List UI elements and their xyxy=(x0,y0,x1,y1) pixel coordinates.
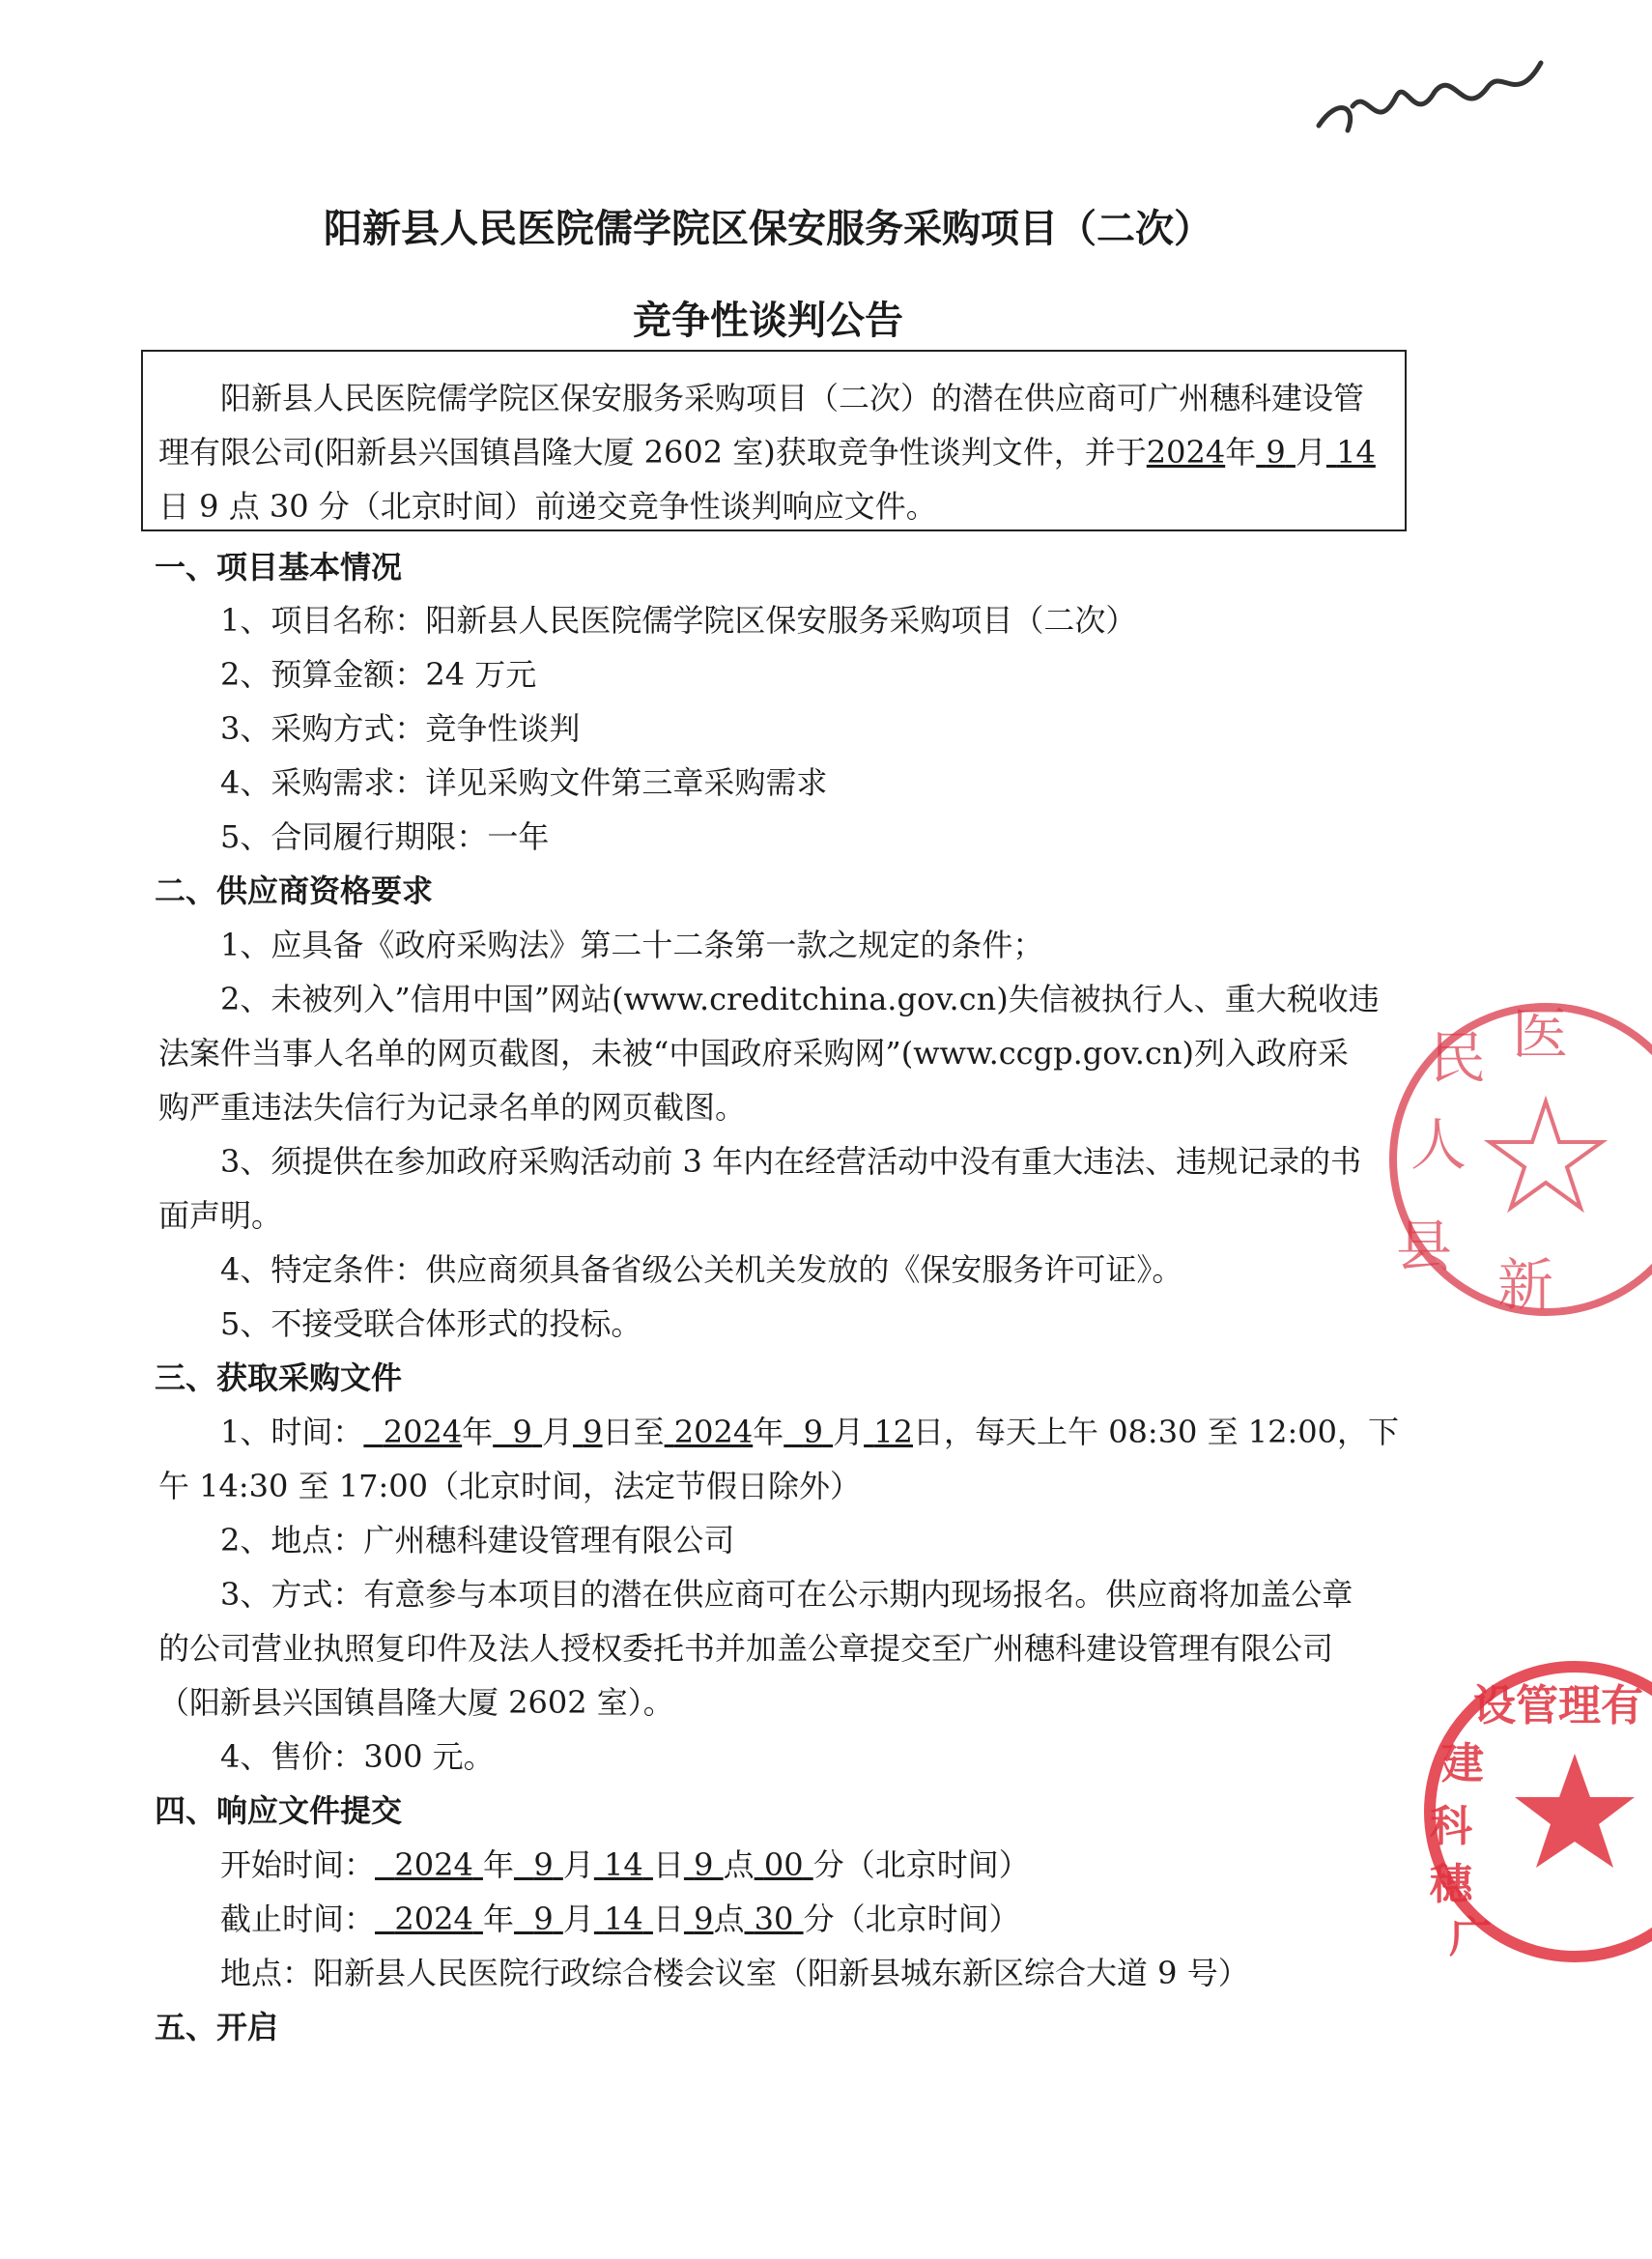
start-time: 开始时间： 2024 年 9 月 14 日 9 点 00 分（北京时间） xyxy=(220,1846,1030,1883)
svg-text:穗: 穗 xyxy=(1430,1860,1472,1909)
section-heading: 五、开启 xyxy=(155,2009,279,2045)
list-item: 5、合同履行期限：一年 xyxy=(220,818,550,855)
list-item-cont: 午 14:30 至 17:00（北京时间，法定节假日除外） xyxy=(158,1468,861,1504)
list-item: 3、须提供在参加政府采购活动前 3 年内在经营活动中没有重大违法、违规记录的书 xyxy=(220,1143,1362,1180)
svg-text:科: 科 xyxy=(1430,1802,1472,1851)
svg-text:县: 县 xyxy=(1396,1214,1453,1279)
deadline-month: 9 xyxy=(1266,434,1286,471)
list-item: 2、地点：广州穗科建设管理有限公司 xyxy=(220,1522,735,1558)
hospital-seal-stamp xyxy=(1353,986,1642,1333)
document-subtitle: 竞争性谈判公告 xyxy=(633,298,903,343)
list-item: 3、采购方式：竞争性谈判 xyxy=(220,710,581,747)
svg-text:建: 建 xyxy=(1441,1739,1484,1788)
list-item: 4、采购需求：详见采购文件第三章采购需求 xyxy=(220,764,828,801)
list-item: 1、应具备《政府采购法》第二十二条第一款之规定的条件； xyxy=(220,927,1044,963)
section-heading: 一、项目基本情况 xyxy=(155,549,403,586)
section-heading: 二、供应商资格要求 xyxy=(155,872,434,909)
submission-place: 地点：阳新县人民医院行政综合楼会议室（阳新县城东新区综合大道 9 号） xyxy=(220,1955,1249,1991)
list-item-cont: 购严重违法失信行为记录名单的网页截图。 xyxy=(158,1089,747,1126)
list-item: 4、特定条件：供应商须具备省级公关机关发放的《保安服务许可证》。 xyxy=(220,1251,1183,1288)
list-item-cont: 的公司营业执照复印件及法人授权委托书并加盖公章提交至广州穗科建设管理有限公司 xyxy=(158,1630,1334,1667)
list-item: 1、项目名称：阳新县人民医院儒学院区保安服务采购项目（二次） xyxy=(220,602,1137,639)
list-item: 2、预算金额：24 万元 xyxy=(220,656,537,693)
svg-text:医: 医 xyxy=(1512,1001,1569,1067)
end-time: 截止时间： 2024 年 9 月 14 日 9点 30 分（北京时间） xyxy=(220,1901,1020,1937)
list-item: 1、时间： 2024年 9 月 9日至 2024年 9 月 12日，每天上午 08:30 至 12:00，下 xyxy=(220,1414,1399,1450)
svg-text:设管理有: 设管理有 xyxy=(1473,1681,1643,1730)
section-heading: 三、获取采购文件 xyxy=(155,1359,403,1396)
svg-text:新: 新 xyxy=(1497,1252,1554,1318)
svg-text:广: 广 xyxy=(1449,1913,1492,1962)
list-item-cont: 法案件当事人名单的网页截图，未被“中国政府采购网”(www.ccgp.gov.cn)列入政府采 xyxy=(158,1035,1349,1072)
section-heading: 四、响应文件提交 xyxy=(155,1792,403,1829)
notice-line: 理有限公司(阳新县兴国镇昌隆大厦 2602 室)获取竞争性谈判文件，并于2024年 9 月 14 xyxy=(158,434,1376,471)
notice-line: 阳新县人民医院儒学院区保安服务采购项目（二次）的潜在供应商可广州穗科建设管 xyxy=(220,380,1365,416)
agency-seal-stamp xyxy=(1381,1643,1652,1971)
list-item: 2、未被列入”信用中国”网站(www.creditchina.gov.cn)失信被执行人、重大税收违 xyxy=(220,981,1380,1017)
list-item: 3、方式：有意参与本项目的潜在供应商可在公示期内现场报名。供应商将加盖公章 xyxy=(220,1576,1353,1613)
deadline-day: 14 xyxy=(1336,434,1376,471)
svg-text:人: 人 xyxy=(1410,1112,1467,1178)
list-item-cont: 面声明。 xyxy=(158,1197,283,1234)
list-item: 5、不接受联合体形式的投标。 xyxy=(220,1305,642,1342)
deadline-year: 2024 xyxy=(1146,434,1226,471)
handwritten-signature xyxy=(1309,39,1551,155)
document-title: 阳新县人民医院儒学院区保安服务采购项目（二次） xyxy=(324,206,1212,251)
notice-line: 日 9 点 30 分（北京时间）前递交竞争性谈判响应文件。 xyxy=(158,488,937,525)
list-item-cont: （阳新县兴国镇昌隆大厦 2602 室）。 xyxy=(158,1684,674,1721)
list-item: 4、售价：300 元。 xyxy=(220,1738,495,1775)
svg-text:民: 民 xyxy=(1430,1025,1487,1091)
